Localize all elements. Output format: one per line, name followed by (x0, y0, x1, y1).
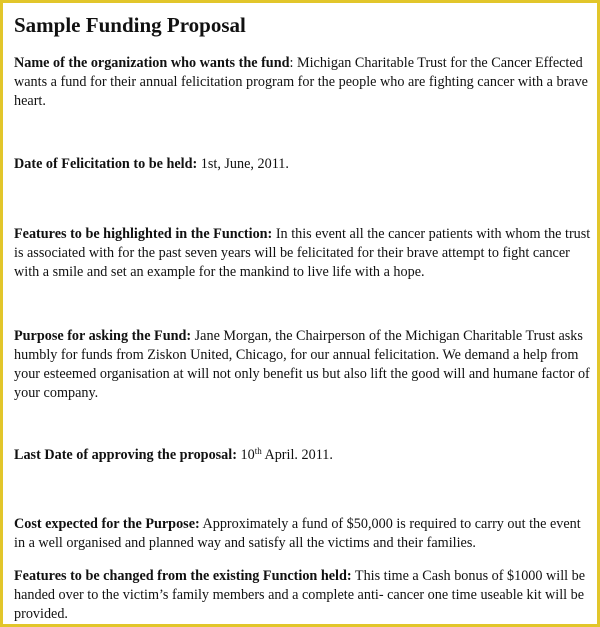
purpose-label: Purpose for asking the Fund: (14, 328, 192, 344)
features-text: In this event all the cancer patients with whom the trust is associated with for the past seven years will be felicitated for their brave attempt to fight cancer with a smile and set an example for the mankind to live life with a hope. (14, 226, 591, 280)
features-paragraph (14, 225, 592, 282)
features-label: Features to be highlighted in the Function: (14, 226, 273, 242)
organization-text: Michigan Charitable Trust for the Cancer Effected wants a fund for their annual felicitation program for the people who are fighting cancer with a brave heart. (14, 55, 588, 109)
last-date-suffix: th (254, 446, 262, 456)
purpose-paragraph (14, 327, 592, 403)
cost-label: Cost expected for the Purpose: (14, 516, 200, 532)
last-date-paragraph (14, 446, 592, 465)
cost-paragraph (14, 515, 592, 553)
last-date-rest: April. 2011. (261, 447, 333, 463)
felicitation-date-paragraph (14, 155, 592, 174)
organization-paragraph (14, 54, 592, 111)
organization-separator: : (289, 55, 297, 71)
last-date-day: 10 (236, 447, 255, 463)
organization-label: Name of the organization who wants the fund (14, 55, 290, 71)
felicitation-date-text: 1st, June, 2011. (197, 156, 289, 172)
document-title: Sample Funding Proposal (14, 13, 246, 37)
last-date-label: Last Date of approving the proposal: (14, 447, 237, 463)
changes-paragraph (14, 567, 592, 624)
changes-text: This time a Cash bonus of $1000 will be handed over to the victim’s family members and a complete anti- cancer one time useable kit will be provided. (14, 568, 586, 622)
purpose-text: Jane Morgan, the Chairperson of the Michigan Charitable Trust asks humbly for funds from Ziskon United, Chicago, for our annual felicitation. We demand a help from your esteemed organisation at will not only benefit us but also lift the good will and humane factor of your company. (14, 328, 590, 401)
cost-text: Approximately a fund of $50,000 is required to carry out the event in a well organised and planned way and satisfy all the victims and their families. (14, 516, 581, 551)
changes-label: Features to be changed from the existing Function held: (14, 568, 352, 584)
felicitation-date-label: Date of Felicitation to be held: (14, 156, 198, 172)
